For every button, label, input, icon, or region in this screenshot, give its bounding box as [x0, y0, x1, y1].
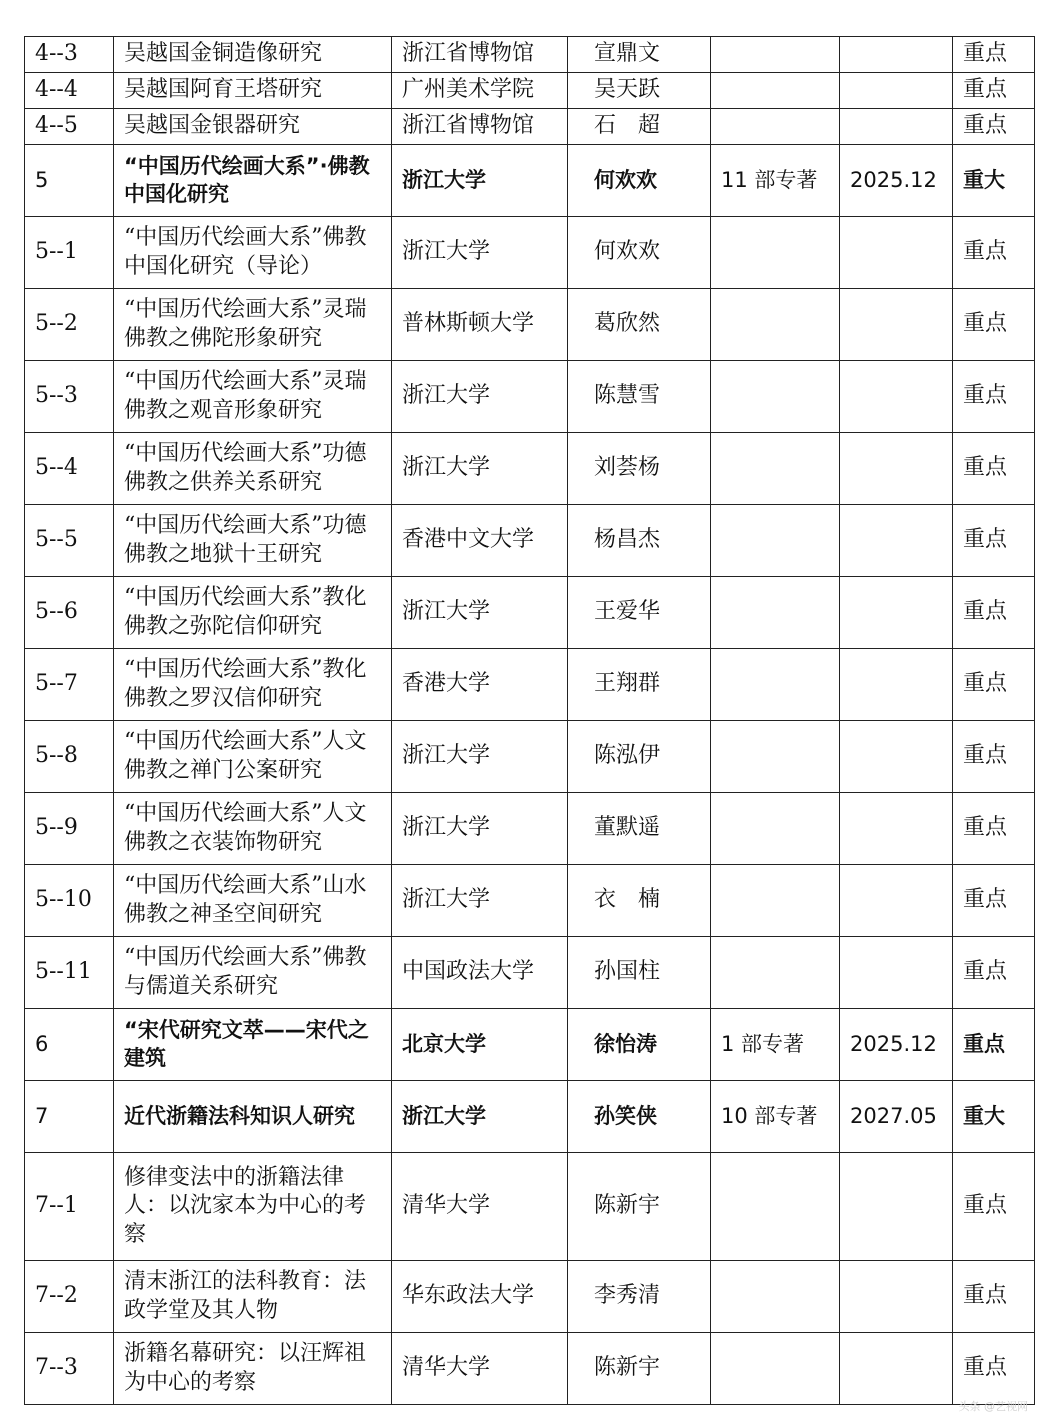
- expected-output-cell: [711, 109, 840, 145]
- row-number-cell: 5--4: [25, 433, 114, 505]
- expected-output-cell: 1 部专著: [711, 1009, 840, 1081]
- expected-output-cell: 10 部专著: [711, 1081, 840, 1153]
- project-title-cell: “中国历代绘画大系”佛教与儒道关系研究: [114, 937, 392, 1009]
- row-number-cell: 5--7: [25, 649, 114, 721]
- institution-cell: 普林斯顿大学: [392, 289, 568, 361]
- table-row: [25, 109, 1035, 145]
- principal-investigator-cell: 董默遥: [568, 793, 711, 865]
- principal-investigator-cell: 石 超: [568, 109, 711, 145]
- institution-cell: 华东政法大学: [392, 1261, 568, 1333]
- principal-investigator-cell: 孙国柱: [568, 937, 711, 1009]
- project-level-cell: 重点: [953, 505, 1035, 577]
- completion-date-cell: [840, 73, 953, 109]
- expected-output-cell: [711, 865, 840, 937]
- project-level-cell: 重点: [953, 1009, 1035, 1081]
- completion-date-cell: [840, 577, 953, 649]
- principal-investigator-cell: 葛欣然: [568, 289, 711, 361]
- project-title-cell: “宋代研究文萃——宋代之建筑: [114, 1009, 392, 1081]
- completion-date-cell: [840, 649, 953, 721]
- table-row: [25, 1333, 1035, 1405]
- expected-output-cell: [711, 649, 840, 721]
- institution-cell: 清华大学: [392, 1333, 568, 1405]
- completion-date-cell: [840, 433, 953, 505]
- row-number-cell: 5--5: [25, 505, 114, 577]
- project-title-cell: 吴越国金银器研究: [114, 109, 392, 145]
- project-title-cell: “中国历代绘画大系”教化佛教之罗汉信仰研究: [114, 649, 392, 721]
- principal-investigator-cell: 杨昌杰: [568, 505, 711, 577]
- table-row: [25, 577, 1035, 649]
- project-title-cell: “中国历代绘画大系”灵瑞佛教之佛陀形象研究: [114, 289, 392, 361]
- project-title-cell: “中国历代绘画大系”人文佛教之衣装饰物研究: [114, 793, 392, 865]
- expected-output-cell: [711, 1261, 840, 1333]
- expected-output-cell: 11 部专著: [711, 145, 840, 217]
- project-level-cell: 重点: [953, 937, 1035, 1009]
- completion-date-cell: [840, 505, 953, 577]
- table-row: [25, 505, 1035, 577]
- project-level-cell: 重点: [953, 1333, 1035, 1405]
- project-level-cell: 重点: [953, 865, 1035, 937]
- project-level-cell: 重点: [953, 361, 1035, 433]
- institution-cell: 北京大学: [392, 1009, 568, 1081]
- row-number-cell: 5--11: [25, 937, 114, 1009]
- row-number-cell: 5--10: [25, 865, 114, 937]
- completion-date-cell: [840, 865, 953, 937]
- principal-investigator-cell: 孙笑侠: [568, 1081, 711, 1153]
- principal-investigator-cell: 王翔群: [568, 649, 711, 721]
- row-number-cell: 5--2: [25, 289, 114, 361]
- row-number-cell: 5--6: [25, 577, 114, 649]
- institution-cell: 浙江大学: [392, 793, 568, 865]
- institution-cell: 清华大学: [392, 1153, 568, 1261]
- table-row: [25, 433, 1035, 505]
- row-number-cell: 5--1: [25, 217, 114, 289]
- expected-output-cell: [711, 37, 840, 73]
- completion-date-cell: [840, 361, 953, 433]
- table-body: [25, 37, 1035, 1405]
- completion-date-cell: [840, 1153, 953, 1261]
- institution-cell: 浙江大学: [392, 1081, 568, 1153]
- row-number-cell: 5--3: [25, 361, 114, 433]
- institution-cell: 浙江省博物馆: [392, 109, 568, 145]
- completion-date-cell: [840, 721, 953, 793]
- table-row: [25, 1261, 1035, 1333]
- row-number-cell: 6: [25, 1009, 114, 1081]
- project-title-cell: “中国历代绘画大系”·佛教中国化研究: [114, 145, 392, 217]
- project-level-cell: 重点: [953, 37, 1035, 73]
- table-row: [25, 37, 1035, 73]
- principal-investigator-cell: 何欢欢: [568, 145, 711, 217]
- project-title-cell: “中国历代绘画大系”佛教中国化研究（导论）: [114, 217, 392, 289]
- principal-investigator-cell: 陈泓伊: [568, 721, 711, 793]
- project-title-cell: 近代浙籍法科知识人研究: [114, 1081, 392, 1153]
- expected-output-cell: [711, 577, 840, 649]
- expected-output-cell: [711, 505, 840, 577]
- table-row: [25, 649, 1035, 721]
- completion-date-cell: [840, 109, 953, 145]
- row-number-cell: 5--9: [25, 793, 114, 865]
- principal-investigator-cell: 宣鼎文: [568, 37, 711, 73]
- table-row: [25, 361, 1035, 433]
- project-title-cell: 浙籍名幕研究：以汪辉祖为中心的考察: [114, 1333, 392, 1405]
- project-level-cell: 重点: [953, 109, 1035, 145]
- completion-date-cell: [840, 289, 953, 361]
- row-number-cell: 4--3: [25, 37, 114, 73]
- table-row: [25, 1153, 1035, 1261]
- row-number-cell: 5--8: [25, 721, 114, 793]
- institution-cell: 浙江省博物馆: [392, 37, 568, 73]
- row-number-cell: 4--4: [25, 73, 114, 109]
- watermark: 头条 @艺视网: [958, 1400, 1028, 1413]
- project-level-cell: 重点: [953, 433, 1035, 505]
- project-title-cell: “中国历代绘画大系”功德佛教之地狱十王研究: [114, 505, 392, 577]
- completion-date-cell: [840, 1333, 953, 1405]
- expected-output-cell: [711, 1333, 840, 1405]
- row-number-cell: 7--2: [25, 1261, 114, 1333]
- project-title-cell: 吴越国阿育王塔研究: [114, 73, 392, 109]
- completion-date-cell: [840, 793, 953, 865]
- project-level-cell: 重大: [953, 145, 1035, 217]
- completion-date-cell: [840, 217, 953, 289]
- project-level-cell: 重大: [953, 1081, 1035, 1153]
- project-title-cell: “中国历代绘画大系”灵瑞佛教之观音形象研究: [114, 361, 392, 433]
- principal-investigator-cell: 徐怡涛: [568, 1009, 711, 1081]
- project-title-cell: “中国历代绘画大系”教化佛教之弥陀信仰研究: [114, 577, 392, 649]
- institution-cell: 浙江大学: [392, 217, 568, 289]
- completion-date-cell: 2025.12: [840, 145, 953, 217]
- table-row: [25, 217, 1035, 289]
- institution-cell: 香港中文大学: [392, 505, 568, 577]
- institution-cell: 浙江大学: [392, 145, 568, 217]
- project-level-cell: 重点: [953, 289, 1035, 361]
- project-level-cell: 重点: [953, 217, 1035, 289]
- expected-output-cell: [711, 937, 840, 1009]
- completion-date-cell: 2025.12: [840, 1009, 953, 1081]
- completion-date-cell: [840, 937, 953, 1009]
- row-number-cell: 7--1: [25, 1153, 114, 1261]
- expected-output-cell: [711, 361, 840, 433]
- principal-investigator-cell: 李秀清: [568, 1261, 711, 1333]
- table-row: [25, 1081, 1035, 1153]
- institution-cell: 浙江大学: [392, 721, 568, 793]
- completion-date-cell: [840, 37, 953, 73]
- expected-output-cell: [711, 217, 840, 289]
- expected-output-cell: [711, 793, 840, 865]
- row-number-cell: 7: [25, 1081, 114, 1153]
- project-title-cell: “中国历代绘画大系”人文佛教之禅门公案研究: [114, 721, 392, 793]
- expected-output-cell: [711, 289, 840, 361]
- institution-cell: 中国政法大学: [392, 937, 568, 1009]
- institution-cell: 广州美术学院: [392, 73, 568, 109]
- institution-cell: 香港大学: [392, 649, 568, 721]
- expected-output-cell: [711, 433, 840, 505]
- project-level-cell: 重点: [953, 1261, 1035, 1333]
- table-row: [25, 73, 1035, 109]
- table-row: [25, 721, 1035, 793]
- table-row: [25, 865, 1035, 937]
- project-level-cell: 重点: [953, 721, 1035, 793]
- principal-investigator-cell: 吴天跃: [568, 73, 711, 109]
- principal-investigator-cell: 何欢欢: [568, 217, 711, 289]
- table-row: [25, 289, 1035, 361]
- project-table: [24, 36, 1035, 1405]
- expected-output-cell: [711, 1153, 840, 1261]
- expected-output-cell: [711, 73, 840, 109]
- principal-investigator-cell: 刘荟杨: [568, 433, 711, 505]
- row-number-cell: 5: [25, 145, 114, 217]
- institution-cell: 浙江大学: [392, 361, 568, 433]
- completion-date-cell: [840, 1261, 953, 1333]
- project-title-cell: “中国历代绘画大系”山水佛教之神圣空间研究: [114, 865, 392, 937]
- principal-investigator-cell: 陈新宇: [568, 1333, 711, 1405]
- institution-cell: 浙江大学: [392, 433, 568, 505]
- table-row: [25, 1009, 1035, 1081]
- expected-output-cell: [711, 721, 840, 793]
- project-level-cell: 重点: [953, 1153, 1035, 1261]
- project-level-cell: 重点: [953, 73, 1035, 109]
- project-title-cell: 修律变法中的浙籍法律人：以沈家本为中心的考察: [114, 1153, 392, 1261]
- principal-investigator-cell: 王爱华: [568, 577, 711, 649]
- project-level-cell: 重点: [953, 793, 1035, 865]
- project-title-cell: “中国历代绘画大系”功德佛教之供养关系研究: [114, 433, 392, 505]
- institution-cell: 浙江大学: [392, 865, 568, 937]
- table-row: [25, 793, 1035, 865]
- project-title-cell: 清末浙江的法科教育：法政学堂及其人物: [114, 1261, 392, 1333]
- project-level-cell: 重点: [953, 649, 1035, 721]
- completion-date-cell: 2027.05: [840, 1081, 953, 1153]
- principal-investigator-cell: 陈新宇: [568, 1153, 711, 1261]
- institution-cell: 浙江大学: [392, 577, 568, 649]
- row-number-cell: 4--5: [25, 109, 114, 145]
- project-level-cell: 重点: [953, 577, 1035, 649]
- project-title-cell: 吴越国金铜造像研究: [114, 37, 392, 73]
- principal-investigator-cell: 衣 楠: [568, 865, 711, 937]
- table-row: [25, 937, 1035, 1009]
- row-number-cell: 7--3: [25, 1333, 114, 1405]
- principal-investigator-cell: 陈慧雪: [568, 361, 711, 433]
- table-row: [25, 145, 1035, 217]
